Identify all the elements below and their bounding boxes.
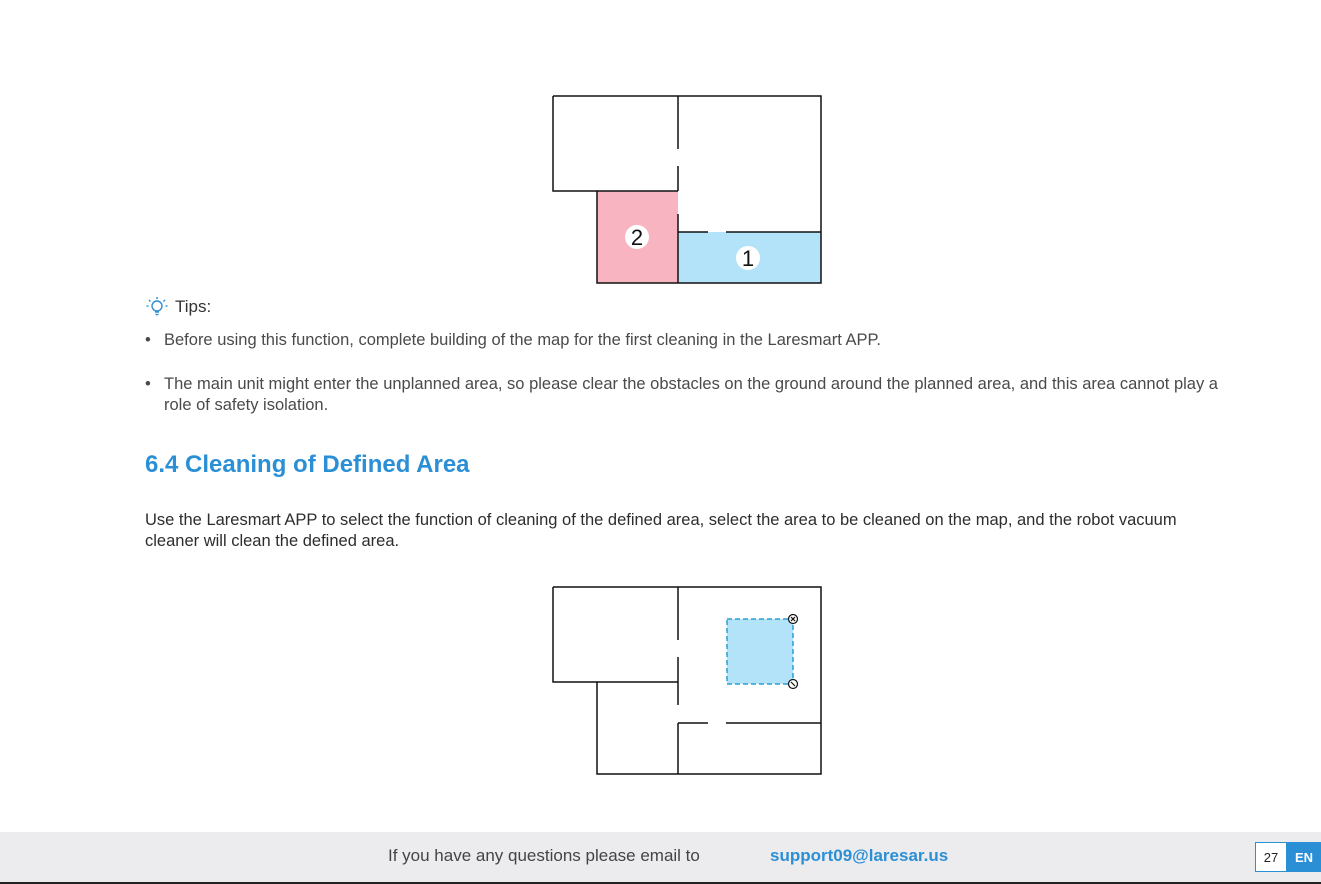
bullet-marker: •	[145, 331, 151, 349]
zone-1-label: 1	[741, 246, 755, 271]
language-badge: EN	[1287, 842, 1321, 872]
lightbulb-icon	[145, 295, 169, 319]
selected-cleaning-area[interactable]	[727, 619, 793, 684]
tip-text-2: The main unit might enter the unplanned area, so please clear the obstacles on the ground around the planned area, and this area cannot play a role of safety isolation.	[164, 375, 1218, 414]
page-number: 27	[1255, 842, 1287, 872]
floor-map-defined-area	[550, 585, 824, 777]
tip-text-1: Before using this function, complete building of the map for the first cleaning in the Laresmart APP.	[164, 331, 881, 349]
support-email-link[interactable]: support09@laresar.us	[770, 846, 949, 865]
section-paragraph: Use the Laresmart APP to select the function of cleaning of the defined area, select the area to be cleaned on the map, and the robot vacuum cleaner will clean the defined area.	[145, 511, 1177, 550]
bullet-marker: •	[145, 375, 151, 393]
resize-icon[interactable]	[789, 680, 798, 689]
tips-label: Tips:	[175, 297, 212, 316]
delete-icon[interactable]	[789, 615, 798, 624]
floor-map-zones	[550, 94, 824, 286]
tips-header	[145, 295, 211, 319]
footer-text: If you have any questions please email to	[388, 846, 700, 865]
zone-2-label: 2	[630, 225, 644, 250]
section-heading: 6.4 Cleaning of Defined Area	[145, 451, 470, 478]
page-footer	[0, 832, 1321, 884]
